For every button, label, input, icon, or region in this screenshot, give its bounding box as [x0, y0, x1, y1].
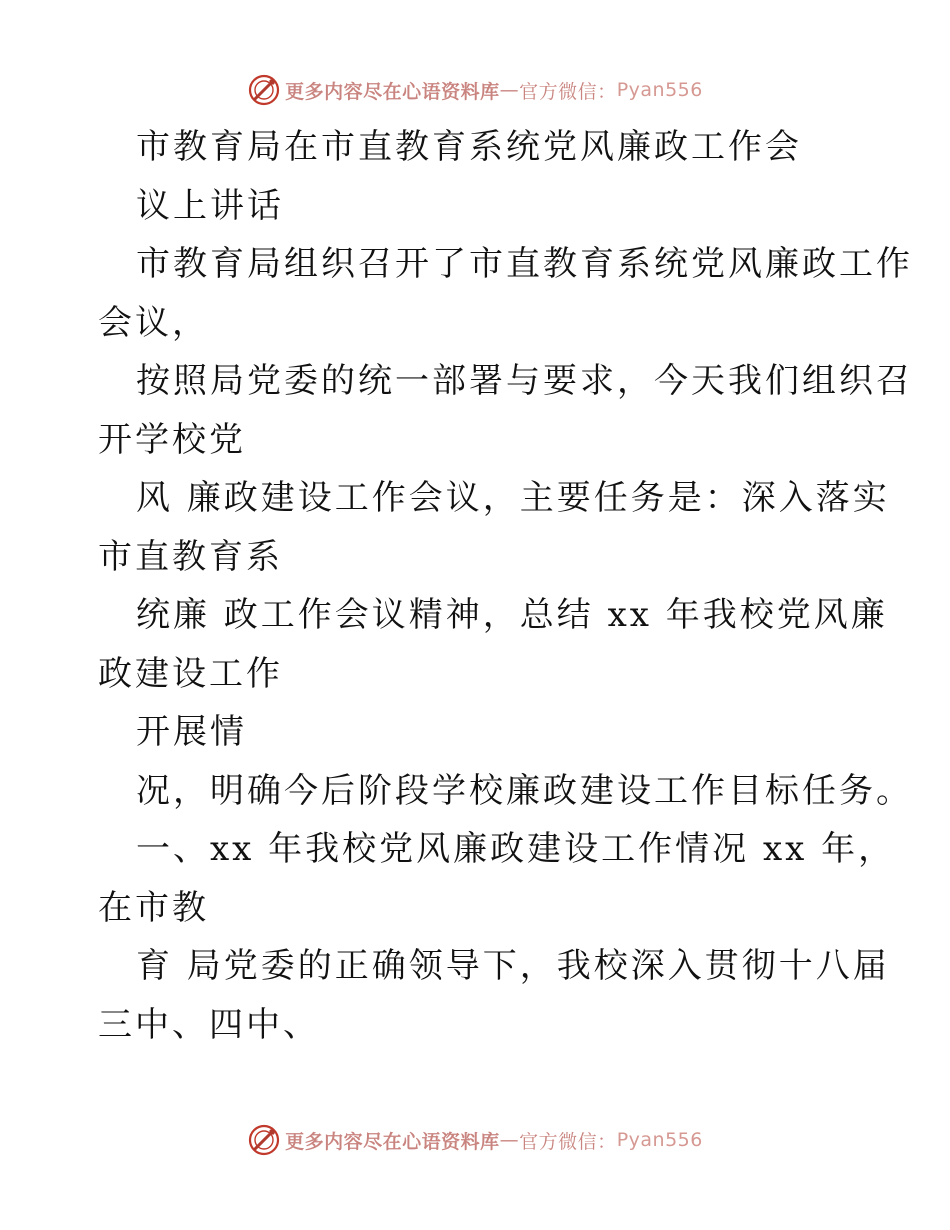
- title-line-1: 市教育局在市直教育系统党风廉政工作会: [136, 127, 802, 167]
- banner-separator: —: [499, 79, 520, 101]
- header-banner: [0, 70, 950, 110]
- paragraph-line: 按照局党委的统一部署与要求，今天我们组织召: [136, 361, 913, 401]
- banner-brand-text: 更多内容尽在心语资料库: [285, 1130, 500, 1153]
- banner-wechat-id: Pyan556: [616, 79, 703, 101]
- paragraph-line: 在市教: [98, 887, 209, 928]
- red-seal-pen-logo-icon: [247, 1123, 281, 1157]
- banner-wechat-label: 官方微信：: [519, 1130, 617, 1153]
- paragraph-line: 市教育局组织召开了市直教育系统党风廉政工作: [136, 244, 913, 284]
- paragraph-line: 开展情: [136, 712, 247, 752]
- footer-banner: [0, 1120, 950, 1160]
- banner-brand-text: 更多内容尽在心语资料库: [285, 80, 500, 103]
- paragraph-line: 统廉 政工作会议精神，总结 xx 年我校党风廉: [136, 595, 888, 635]
- paragraph-line: 市直教育系: [98, 536, 283, 577]
- red-seal-pen-logo-icon: [247, 73, 281, 107]
- paragraph-line: 三中、四中、: [98, 1004, 320, 1045]
- section-heading-line: 一、xx 年我校党风廉政建设工作情况 xx 年，: [136, 829, 896, 869]
- paragraph-line: 会议，: [98, 302, 209, 343]
- banner-wechat-id: Pyan556: [616, 1129, 703, 1151]
- paragraph-line: 况，明确今后阶段学校廉政建设工作目标任务。: [136, 770, 913, 811]
- title-line-2: 议上讲话: [136, 185, 284, 226]
- document-body: [98, 118, 913, 1054]
- paragraph-line: 风 廉政建设工作会议，主要任务是：深入落实: [136, 478, 890, 518]
- banner-separator: —: [499, 1129, 520, 1151]
- paragraph-line: 开学校党: [98, 419, 246, 460]
- banner-wechat-label: 官方微信：: [519, 80, 617, 103]
- paragraph-line: 政建设工作: [98, 653, 283, 694]
- paragraph-line: 育 局党委的正确领导下，我校深入贯彻十八届: [136, 946, 890, 986]
